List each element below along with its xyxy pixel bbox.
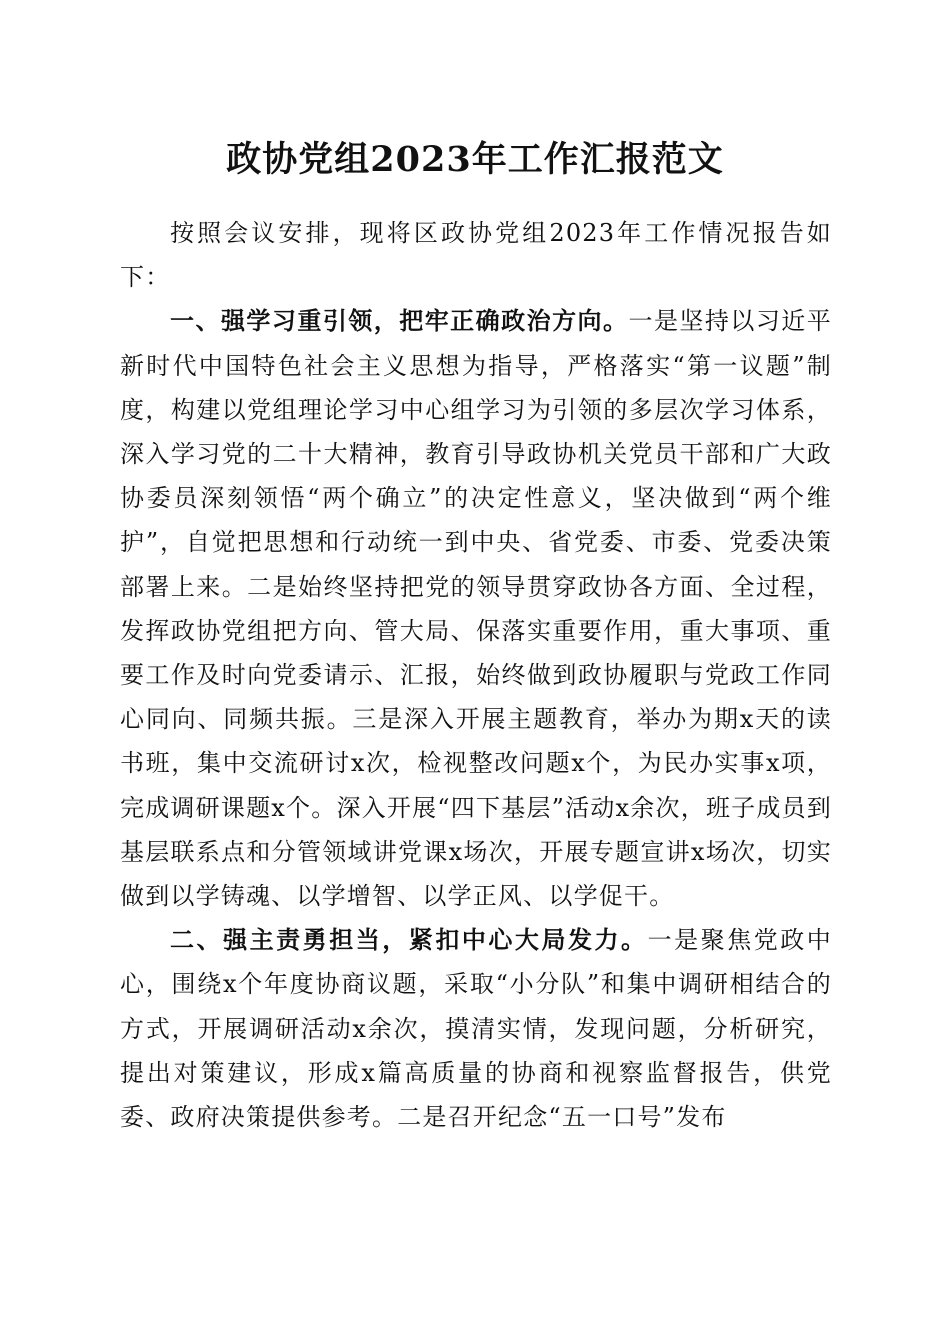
section-1-heading: 一、强学习重引领，把牢正确政治方向。: [170, 307, 629, 336]
document-body: [120, 211, 832, 1139]
intro-text: 按照会议安排，现将区政协党组2023年工作情况报告如下：: [120, 219, 832, 292]
section-2-heading: 二、强主责勇担当，紧扣中心大局发力。: [170, 926, 648, 955]
section-1-text: 一是坚持以习近平新时代中国特色社会主义思想为指导，严格落实“第一议题”制度，构建以党组理论学习中心组学习为引领的多层次学习体系，深入学习党的二十大精神，教育引导政协机关党员干部和广大政协委员深刻领悟“两个确立”的决定性意义，坚决做到“两个维护”，自觉把思想和行动统一到中央、省党委、市委、党委决策部署上来。二是始终坚持把党的领导贯穿政协各方面、全过程，发挥政协党组把方向、管大局、保落实重要作用，重大事项、重要工作及时向党委请示、汇报，始终做到政协履职与党政工作同心同向、同频共振。三是深入开展主题教育，举办为期x天的读书班，集中交流研讨x次，检视整改问题x个，为民办实事x项，完成调研课题x个。深入开展“四下基层”活动x余次，班子成员到基层联系点和分管领域讲党课x场次，开展专题宣讲x场次，切实做到以学铸魂、以学增智、以学正风、以学促干。: [120, 307, 832, 911]
section-2-paragraph: [120, 918, 832, 1139]
document-title: 政协党组2023年工作汇报范文: [226, 139, 724, 180]
intro-paragraph: [120, 211, 832, 299]
section-2-text: 一是聚焦党政中心，围绕x个年度协商议题，采取“小分队”和集中调研相结合的方式，开展调研活动x余次，摸清实情，发现问题，分析研究，提出对策建议，形成x篇高质量的协商和视察监督报告，供党委、政府决策提供参考。二是召开纪念“五一口号”发布: [120, 926, 832, 1132]
section-1-paragraph: [120, 299, 832, 918]
